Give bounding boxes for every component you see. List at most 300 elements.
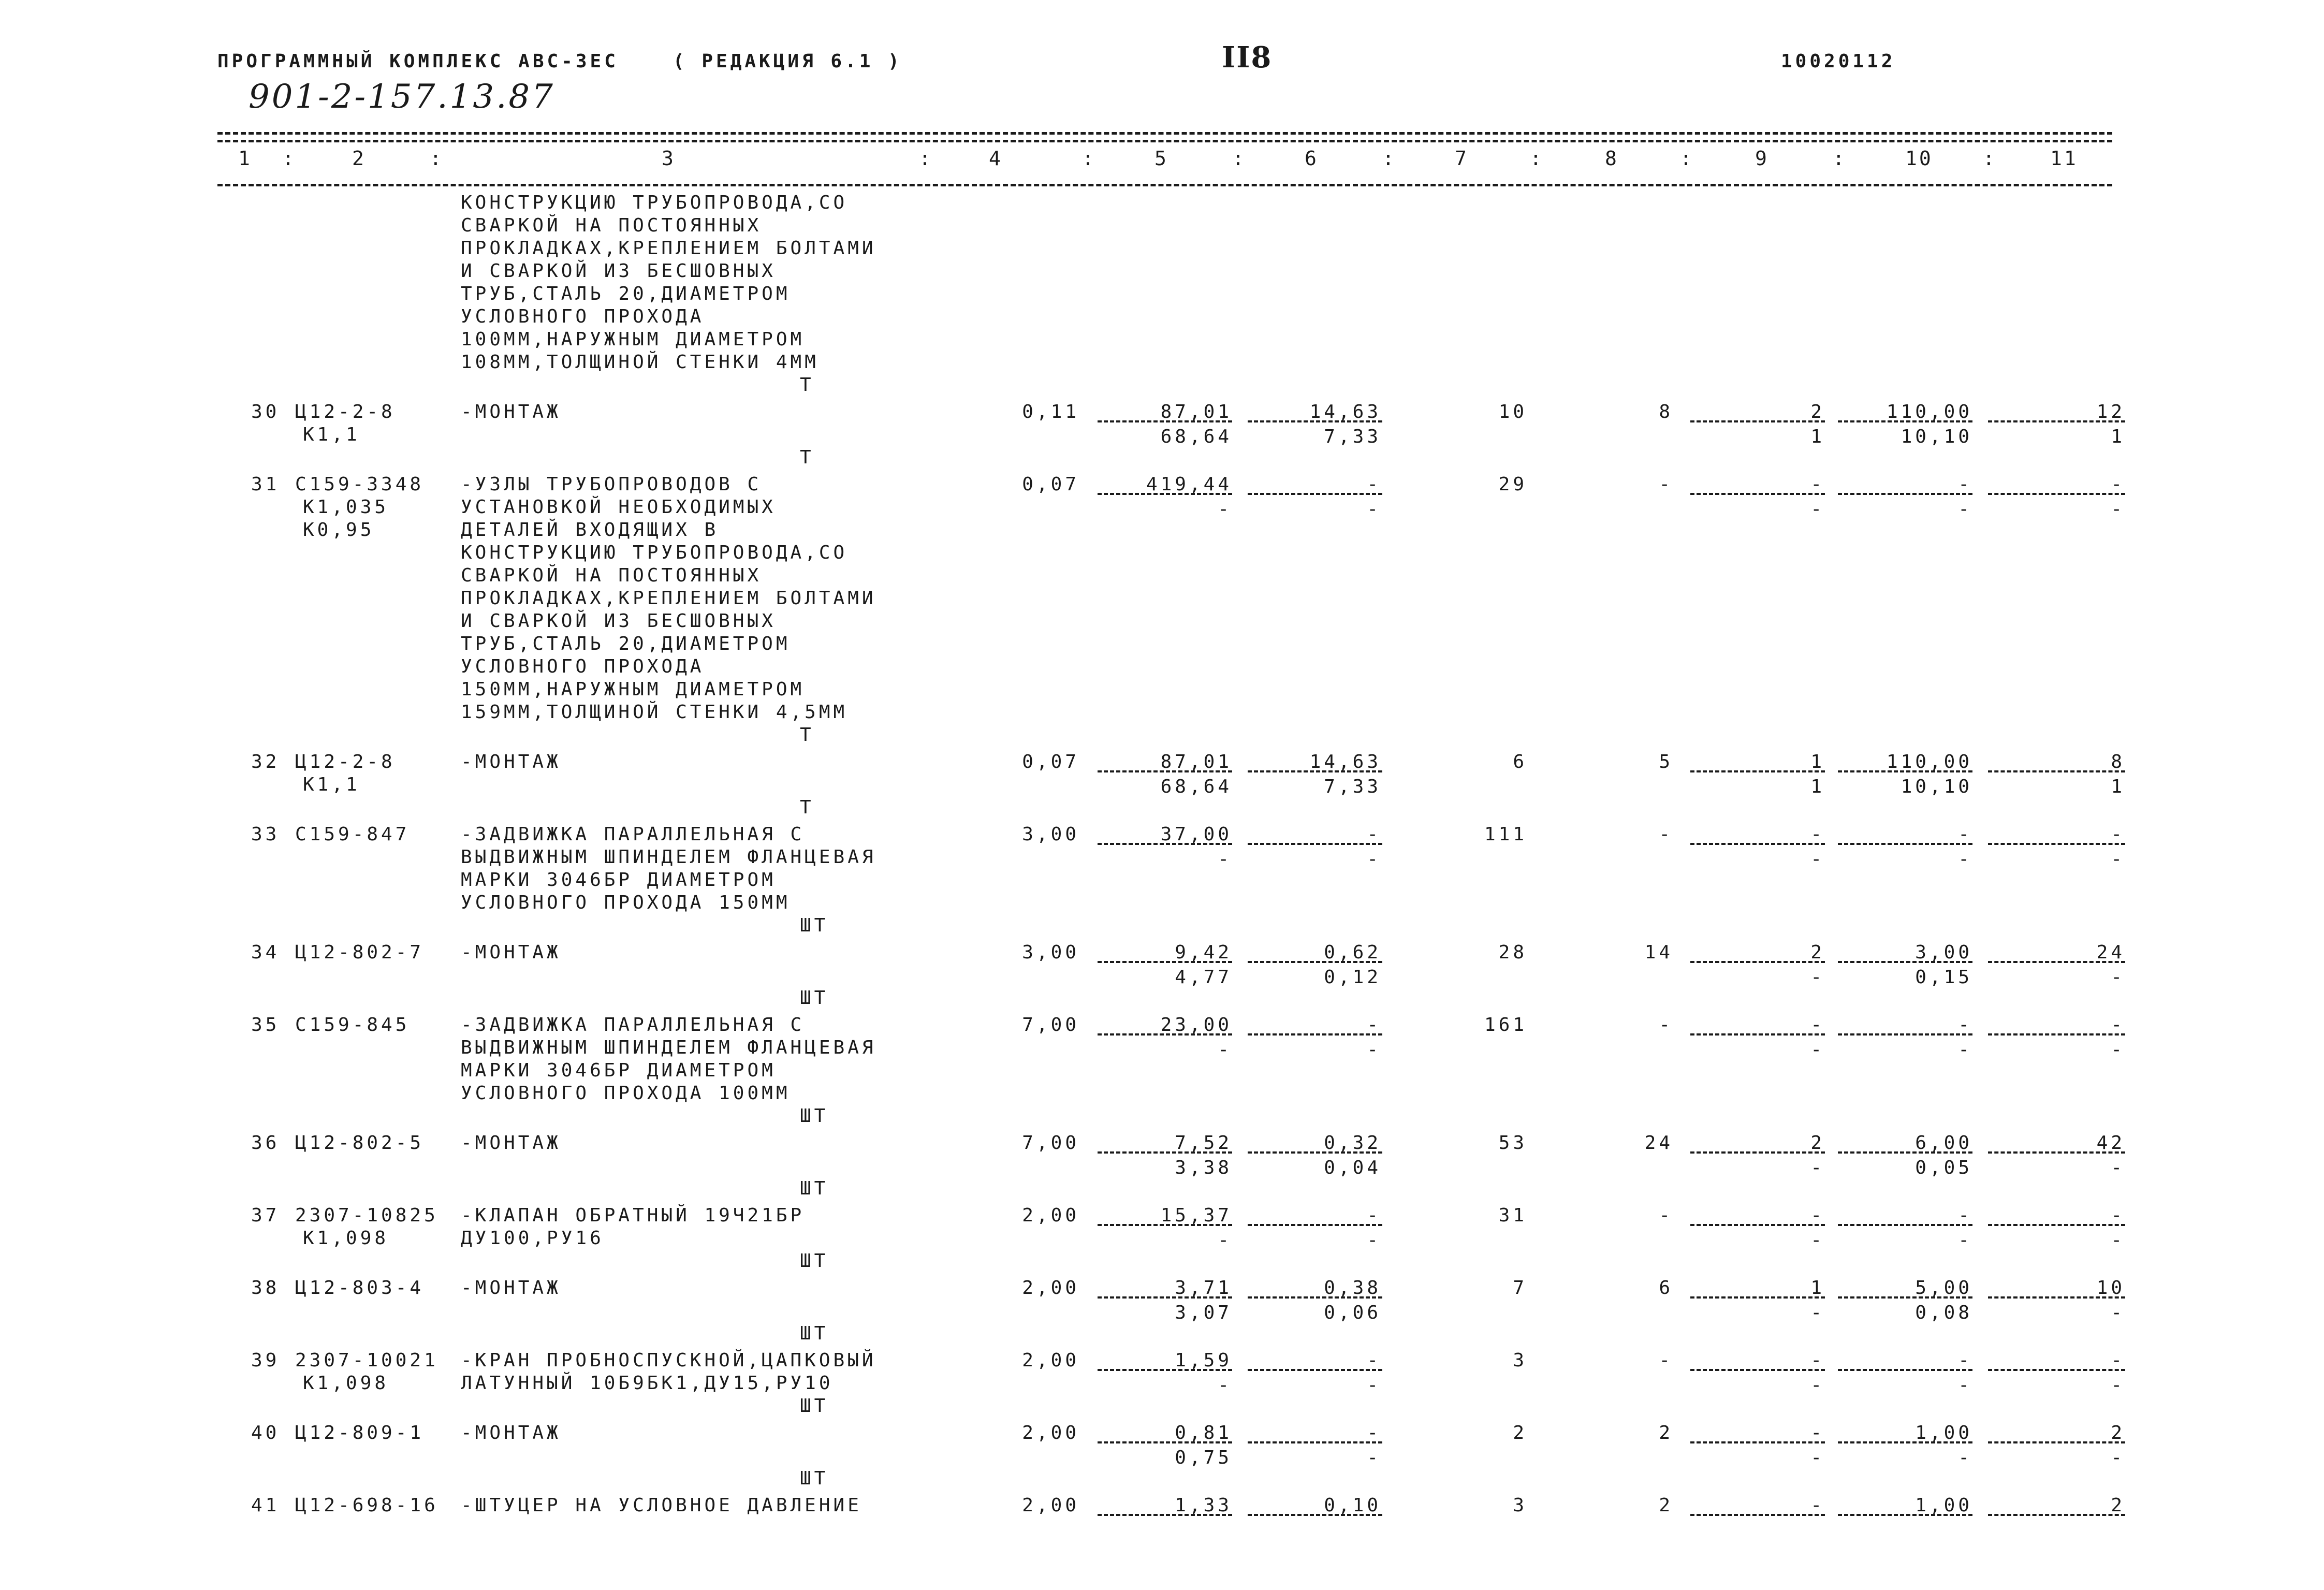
coefficient: К1,035 <box>303 497 389 518</box>
total-cost: 3 <box>1513 1350 1527 1371</box>
col-header-1: 1 <box>238 147 252 170</box>
total-wage: - <box>1659 1014 1673 1035</box>
labor-norm: 1,00 <box>1915 1495 1972 1516</box>
value-divider <box>1690 1296 1825 1299</box>
col-header-7: 7 <box>1455 147 1469 170</box>
quantity: 2,00 <box>1022 1205 1079 1226</box>
row-number: 40 <box>251 1422 280 1443</box>
description-line: И СВАРКОЙ ИЗ БЕСШОВНЫХ <box>461 260 776 282</box>
labor-norm: 5,00 <box>1915 1277 1972 1299</box>
description-line: КОНСТРУКЦИЮ ТРУБОПРОВОДА,СО <box>461 542 848 563</box>
value-divider <box>1690 1514 1825 1516</box>
labor-total: 10 <box>2096 1277 2125 1299</box>
unit-label: Т <box>800 374 814 396</box>
total-wage: - <box>1659 1350 1673 1371</box>
labor-total-machine: - <box>2111 1230 2125 1251</box>
total-cost: 161 <box>1484 1014 1527 1035</box>
value-divider <box>1690 1369 1825 1371</box>
rate-code: Ц12-698-16 <box>295 1495 439 1516</box>
value-divider <box>1838 1151 1972 1154</box>
labor-total-machine: 1 <box>2111 426 2125 447</box>
labor-total: 12 <box>2096 401 2125 422</box>
unit-cost: 87,01 <box>1160 401 1232 422</box>
quantity: 0,07 <box>1022 751 1079 772</box>
labor-total: - <box>2111 1205 2125 1226</box>
description-line: -МОНТАЖ <box>461 1132 561 1154</box>
description-line: ВЫДВИЖНЫМ ШПИНДЕЛЕМ ФЛАНЦЕВАЯ <box>461 847 876 868</box>
unit-wage: - <box>1367 1205 1381 1226</box>
machine-cost: - <box>1810 1422 1825 1443</box>
unit-cost-machine: - <box>1218 1039 1232 1060</box>
value-divider <box>1098 1224 1232 1226</box>
unit-label: ШТ <box>800 1468 829 1489</box>
labor-norm: 110,00 <box>1886 401 1972 422</box>
description-line: УСЛОВНОГО ПРОХОДА <box>461 306 705 327</box>
description-line: ДЕТАЛЕЙ ВХОДЯЩИХ В <box>461 519 719 541</box>
unit-cost: 3,71 <box>1175 1277 1232 1299</box>
machine-wage: 1 <box>1810 426 1825 447</box>
labor-total: 2 <box>2111 1422 2125 1443</box>
unit-wage-machine: 0,04 <box>1324 1157 1381 1178</box>
total-cost: 2 <box>1513 1422 1527 1443</box>
unit-cost: 15,37 <box>1160 1205 1232 1226</box>
row-number: 35 <box>251 1014 280 1035</box>
quantity: 0,07 <box>1022 474 1079 495</box>
machine-cost: - <box>1810 1495 1825 1516</box>
unit-wage-machine: - <box>1367 1375 1381 1396</box>
unit-cost-machine: - <box>1218 1375 1232 1396</box>
total-wage: - <box>1659 824 1673 845</box>
labor-total: 8 <box>2111 751 2125 772</box>
col-header-2: 2 <box>352 147 366 170</box>
total-cost: 3 <box>1513 1495 1527 1516</box>
coefficient: К1,1 <box>303 424 360 445</box>
unit-label: ШТ <box>800 1250 829 1272</box>
description-line: ЛАТУННЫЙ 10Б9БК1,ДУ15,РУ10 <box>461 1373 834 1394</box>
value-divider <box>1988 1369 2125 1371</box>
description-line: СВАРКОЙ НА ПОСТОЯННЫХ <box>461 215 762 236</box>
value-divider <box>1690 1151 1825 1154</box>
unit-wage: - <box>1367 1422 1381 1443</box>
description-line: УСЛОВНОГО ПРОХОДА 100ММ <box>461 1083 791 1104</box>
labor-norm: - <box>1958 1014 1972 1035</box>
unit-wage: 0,62 <box>1324 942 1381 963</box>
value-divider <box>1838 1369 1972 1371</box>
row-number: 38 <box>251 1277 280 1299</box>
labor-norm: 1,00 <box>1915 1422 1972 1443</box>
handwritten-reference: 901-2-157.13.87 <box>249 78 555 116</box>
quantity: 0,11 <box>1022 401 1079 422</box>
machine-wage: 1 <box>1810 776 1825 797</box>
value-divider <box>1098 493 1232 495</box>
rate-code: Ц12-802-5 <box>295 1132 425 1154</box>
unit-label: Т <box>800 797 814 818</box>
total-wage: 5 <box>1659 751 1673 772</box>
description-line: -КРАН ПРОБНОСПУСКНОЙ,ЦАПКОВЫЙ <box>461 1350 876 1371</box>
unit-wage-machine: - <box>1367 1230 1381 1251</box>
labor-total-machine: - <box>2111 499 2125 520</box>
machine-cost: 2 <box>1810 401 1825 422</box>
col-sep: : <box>430 147 444 170</box>
row-number: 37 <box>251 1205 280 1226</box>
unit-label: ШТ <box>800 1105 829 1127</box>
description-line: ТРУБ,СТАЛЬ 20,ДИАМЕТРОМ <box>461 633 791 654</box>
labor-norm: - <box>1958 824 1972 845</box>
value-divider <box>1838 493 1972 495</box>
description-line: -МОНТАЖ <box>461 942 561 963</box>
description-line: КОНСТРУКЦИЮ ТРУБОПРОВОДА,СО <box>461 192 848 213</box>
unit-cost: 419,44 <box>1146 474 1232 495</box>
machine-wage: - <box>1810 1302 1825 1323</box>
rate-code: 2307-10825 <box>295 1205 439 1226</box>
unit-wage: - <box>1367 824 1381 845</box>
labor-norm-machine: - <box>1958 1039 1972 1060</box>
quantity: 3,00 <box>1022 942 1079 963</box>
row-number: 34 <box>251 942 280 963</box>
unit-wage: 0,32 <box>1324 1132 1381 1154</box>
value-divider <box>1690 420 1825 422</box>
row-number: 36 <box>251 1132 280 1154</box>
description-line: СВАРКОЙ НА ПОСТОЯННЫХ <box>461 565 762 586</box>
col-header-8: 8 <box>1605 147 1619 170</box>
total-wage: - <box>1659 1205 1673 1226</box>
total-wage: 14 <box>1644 942 1673 963</box>
description-line: УСТАНОВКОЙ НЕОБХОДИМЫХ <box>461 497 776 518</box>
machine-cost: 1 <box>1810 751 1825 772</box>
coefficient: К1,098 <box>303 1373 389 1394</box>
unit-wage-machine: 7,33 <box>1324 426 1381 447</box>
value-divider <box>1248 1224 1382 1226</box>
unit-wage-machine: 7,33 <box>1324 776 1381 797</box>
labor-total-machine: - <box>2111 849 2125 870</box>
row-number: 33 <box>251 824 280 845</box>
col-sep: : <box>1983 147 1997 170</box>
labor-total: - <box>2111 1014 2125 1035</box>
labor-total: - <box>2111 1350 2125 1371</box>
unit-wage-machine: - <box>1367 1039 1381 1060</box>
labor-total: - <box>2111 474 2125 495</box>
value-divider <box>1838 420 1972 422</box>
total-wage: 8 <box>1659 401 1673 422</box>
coefficient: К1,1 <box>303 774 360 795</box>
value-divider <box>1098 420 1232 422</box>
unit-wage: 14,63 <box>1309 751 1381 772</box>
description-line: УСЛОВНОГО ПРОХОДА 150ММ <box>461 892 791 913</box>
labor-norm-machine: - <box>1958 1375 1972 1396</box>
labor-total-machine: - <box>2111 1375 2125 1396</box>
total-cost: 7 <box>1513 1277 1527 1299</box>
value-divider <box>1838 1296 1972 1299</box>
document-code: 10020112 <box>1781 51 1896 72</box>
col-header-3: 3 <box>662 147 676 170</box>
value-divider <box>1098 770 1232 772</box>
unit-wage-machine: - <box>1367 849 1381 870</box>
program-title: ПРОГРАММНЫЙ КОМПЛЕКС АВС-ЗЕС <box>217 51 619 72</box>
unit-wage-machine: 0,06 <box>1324 1302 1381 1323</box>
unit-wage-machine: - <box>1367 499 1381 520</box>
machine-wage: - <box>1810 1230 1825 1251</box>
labor-total-machine: - <box>2111 1039 2125 1060</box>
description-line: ТРУБ,СТАЛЬ 20,ДИАМЕТРОМ <box>461 283 791 304</box>
machine-wage: - <box>1810 967 1825 988</box>
col-sep: : <box>282 147 296 170</box>
labor-total: 2 <box>2111 1495 2125 1516</box>
value-divider <box>1690 843 1825 845</box>
labor-norm: - <box>1958 1350 1972 1371</box>
labor-total-machine: - <box>2111 967 2125 988</box>
description-line: -МОНТАЖ <box>461 1277 561 1299</box>
col-sep: : <box>1530 147 1544 170</box>
unit-label: ШТ <box>800 915 829 936</box>
labor-norm-machine: 10,10 <box>1901 776 1972 797</box>
value-divider <box>1988 493 2125 495</box>
quantity: 2,00 <box>1022 1277 1079 1299</box>
unit-label: ШТ <box>800 987 829 1009</box>
total-wage: 2 <box>1659 1422 1673 1443</box>
description-line: -ШТУЦЕР НА УСЛОВНОЕ ДАВЛЕНИЕ <box>461 1495 862 1516</box>
labor-norm-machine: 10,10 <box>1901 426 1972 447</box>
labor-norm: - <box>1958 474 1972 495</box>
value-divider <box>1098 1151 1232 1154</box>
labor-norm: 6,00 <box>1915 1132 1972 1154</box>
labor-norm: 3,00 <box>1915 942 1972 963</box>
unit-cost: 7,52 <box>1175 1132 1232 1154</box>
value-divider <box>1988 843 2125 845</box>
value-divider <box>1248 1151 1382 1154</box>
value-divider <box>1098 961 1232 963</box>
value-divider <box>1248 961 1382 963</box>
labor-norm-machine: 0,05 <box>1915 1157 1972 1178</box>
value-divider <box>1248 1296 1382 1299</box>
rate-code: Ц12-2-8 <box>295 401 396 422</box>
description-line: -ЗАДВИЖКА ПАРАЛЛЕЛЬНАЯ С <box>461 824 805 845</box>
description-line: -МОНТАЖ <box>461 751 561 772</box>
description-line: -МОНТАЖ <box>461 1422 561 1443</box>
unit-cost: 23,00 <box>1160 1014 1232 1035</box>
quantity: 7,00 <box>1022 1014 1079 1035</box>
row-number: 39 <box>251 1350 280 1371</box>
unit-cost-machine: 68,64 <box>1160 776 1232 797</box>
description-line: 108ММ,ТОЛЩИНОЙ СТЕНКИ 4ММ <box>461 352 819 373</box>
unit-label: Т <box>800 447 814 468</box>
description-line: И СВАРКОЙ ИЗ БЕСШОВНЫХ <box>461 610 776 632</box>
value-divider <box>1690 770 1825 772</box>
rate-code: С159-847 <box>295 824 410 845</box>
description-line: -ЗАДВИЖКА ПАРАЛЛЕЛЬНАЯ С <box>461 1014 805 1035</box>
unit-label: ШТ <box>800 1178 829 1199</box>
description-line: МАРКИ 3046БР ДИАМЕТРОМ <box>461 1060 776 1081</box>
value-divider <box>1988 1033 2125 1035</box>
value-divider <box>1690 961 1825 963</box>
unit-cost: 37,00 <box>1160 824 1232 845</box>
unit-wage: 0,10 <box>1324 1495 1381 1516</box>
machine-wage: - <box>1810 849 1825 870</box>
labor-norm-machine: - <box>1958 499 1972 520</box>
value-divider <box>1838 1514 1972 1516</box>
labor-total: - <box>2111 824 2125 845</box>
total-wage: 2 <box>1659 1495 1673 1516</box>
value-divider <box>1098 1296 1232 1299</box>
col-sep: : <box>1082 147 1096 170</box>
value-divider <box>1248 420 1382 422</box>
unit-wage: 0,38 <box>1324 1277 1381 1299</box>
value-divider <box>1988 1224 2125 1226</box>
col-header-6: 6 <box>1305 147 1319 170</box>
value-divider <box>1838 961 1972 963</box>
row-number: 41 <box>251 1495 280 1516</box>
labor-total-machine: - <box>2111 1157 2125 1178</box>
total-cost: 111 <box>1484 824 1527 845</box>
total-cost: 28 <box>1498 942 1527 963</box>
total-cost: 6 <box>1513 751 1527 772</box>
rate-code: Ц12-803-4 <box>295 1277 425 1299</box>
description-line: МАРКИ 3046БР ДИАМЕТРОМ <box>461 869 776 891</box>
description-line: -УЗЛЫ ТРУБОПРОВОДОВ С <box>461 474 762 495</box>
col-header-5: 5 <box>1154 147 1168 170</box>
col-sep: : <box>1833 147 1847 170</box>
unit-cost: 9,42 <box>1175 942 1232 963</box>
machine-wage: - <box>1810 1447 1825 1468</box>
description-line: -КЛАПАН ОБРАТНЫЙ 19Ч21БР <box>461 1205 805 1226</box>
value-divider <box>1988 961 2125 963</box>
rate-code: Ц12-809-1 <box>295 1422 425 1443</box>
value-divider <box>1988 1296 2125 1299</box>
value-divider <box>1098 1369 1232 1371</box>
value-divider <box>1988 420 2125 422</box>
rate-code: Ц12-2-8 <box>295 751 396 772</box>
unit-wage-machine: 0,12 <box>1324 967 1381 988</box>
description-line: ДУ100,РУ16 <box>461 1228 604 1249</box>
col-sep: : <box>1382 147 1396 170</box>
total-cost: 10 <box>1498 401 1527 422</box>
col-sep: : <box>1232 147 1246 170</box>
unit-cost: 0,81 <box>1175 1422 1232 1443</box>
value-divider <box>1098 843 1232 845</box>
description-line: 150ММ,НАРУЖНЫМ ДИАМЕТРОМ <box>461 679 805 700</box>
machine-cost: - <box>1810 474 1825 495</box>
unit-label: Т <box>800 724 814 746</box>
page-number: II8 <box>1222 40 1273 75</box>
unit-wage: 14,63 <box>1309 401 1381 422</box>
col-header-11: 11 <box>2050 147 2078 170</box>
machine-wage: - <box>1810 1039 1825 1060</box>
unit-wage: - <box>1367 474 1381 495</box>
value-divider <box>1248 770 1382 772</box>
row-number: 30 <box>251 401 280 422</box>
row-number: 32 <box>251 751 280 772</box>
quantity: 2,00 <box>1022 1495 1079 1516</box>
value-divider <box>1838 1441 1972 1443</box>
quantity: 3,00 <box>1022 824 1079 845</box>
value-divider <box>1690 493 1825 495</box>
unit-label: ШТ <box>800 1323 829 1344</box>
unit-cost-machine: 3,38 <box>1175 1157 1232 1178</box>
unit-cost: 87,01 <box>1160 751 1232 772</box>
value-divider <box>1838 1224 1972 1226</box>
rate-code: 2307-10021 <box>295 1350 439 1371</box>
machine-cost: - <box>1810 1350 1825 1371</box>
value-divider <box>1248 1369 1382 1371</box>
labor-total-machine: - <box>2111 1447 2125 1468</box>
unit-label: ШТ <box>800 1395 829 1417</box>
machine-wage: - <box>1810 499 1825 520</box>
labor-norm: - <box>1958 1205 1972 1226</box>
unit-wage: - <box>1367 1350 1381 1371</box>
machine-wage: - <box>1810 1375 1825 1396</box>
edition-label: ( РЕДАКЦИЯ 6.1 ) <box>673 51 902 72</box>
header-rule-top <box>217 132 2112 135</box>
unit-cost-machine: - <box>1218 499 1232 520</box>
labor-norm-machine: - <box>1958 1230 1972 1251</box>
value-divider <box>1690 1033 1825 1035</box>
machine-cost: 2 <box>1810 1132 1825 1154</box>
unit-cost-machine: 68,64 <box>1160 426 1232 447</box>
col-header-4: 4 <box>989 147 1003 170</box>
description-line: -МОНТАЖ <box>461 401 561 422</box>
labor-norm-machine: - <box>1958 849 1972 870</box>
labor-total: 24 <box>2096 942 2125 963</box>
value-divider <box>1988 1151 2125 1154</box>
description-line: 100ММ,НАРУЖНЫМ ДИАМЕТРОМ <box>461 329 805 350</box>
unit-wage-machine: - <box>1367 1447 1381 1468</box>
coefficient: К1,098 <box>303 1228 389 1249</box>
unit-cost: 1,59 <box>1175 1350 1232 1371</box>
machine-cost: 2 <box>1810 942 1825 963</box>
value-divider <box>1838 1033 1972 1035</box>
value-divider <box>1098 1033 1232 1035</box>
value-divider <box>1098 1441 1232 1443</box>
rate-code: С159-845 <box>295 1014 410 1035</box>
description-line: ПРОКЛАДКАХ,КРЕПЛЕНИЕМ БОЛТАМИ <box>461 588 876 609</box>
value-divider <box>1838 843 1972 845</box>
quantity: 7,00 <box>1022 1132 1079 1154</box>
total-wage: - <box>1659 474 1673 495</box>
total-wage: 6 <box>1659 1277 1673 1299</box>
header-rule-top-2 <box>217 140 2112 142</box>
machine-cost: - <box>1810 824 1825 845</box>
value-divider <box>1838 770 1972 772</box>
value-divider <box>1248 1514 1382 1516</box>
unit-cost-machine: 4,77 <box>1175 967 1232 988</box>
machine-cost: 1 <box>1810 1277 1825 1299</box>
quantity: 2,00 <box>1022 1422 1079 1443</box>
labor-norm-machine: - <box>1958 1447 1972 1468</box>
unit-cost-machine: - <box>1218 1230 1232 1251</box>
col-sep: : <box>919 147 933 170</box>
unit-wage: - <box>1367 1014 1381 1035</box>
labor-total-machine: 1 <box>2111 776 2125 797</box>
header-rule-bottom <box>217 184 2112 186</box>
value-divider <box>1098 1514 1232 1516</box>
value-divider <box>1690 1224 1825 1226</box>
total-wage: 24 <box>1644 1132 1673 1154</box>
unit-cost: 1,33 <box>1175 1495 1232 1516</box>
value-divider <box>1248 843 1382 845</box>
row-number: 31 <box>251 474 280 495</box>
value-divider <box>1248 1033 1382 1035</box>
value-divider <box>1988 1514 2125 1516</box>
value-divider <box>1988 1441 2125 1443</box>
col-header-10: 10 <box>1905 147 1933 170</box>
unit-cost-machine: - <box>1218 849 1232 870</box>
description-line: 159ММ,ТОЛЩИНОЙ СТЕНКИ 4,5ММ <box>461 702 848 723</box>
value-divider <box>1988 770 2125 772</box>
value-divider <box>1248 493 1382 495</box>
coefficient: К0,95 <box>303 519 375 541</box>
labor-norm-machine: 0,15 <box>1915 967 1972 988</box>
rate-code: С159-3348 <box>295 474 425 495</box>
labor-total: 42 <box>2096 1132 2125 1154</box>
